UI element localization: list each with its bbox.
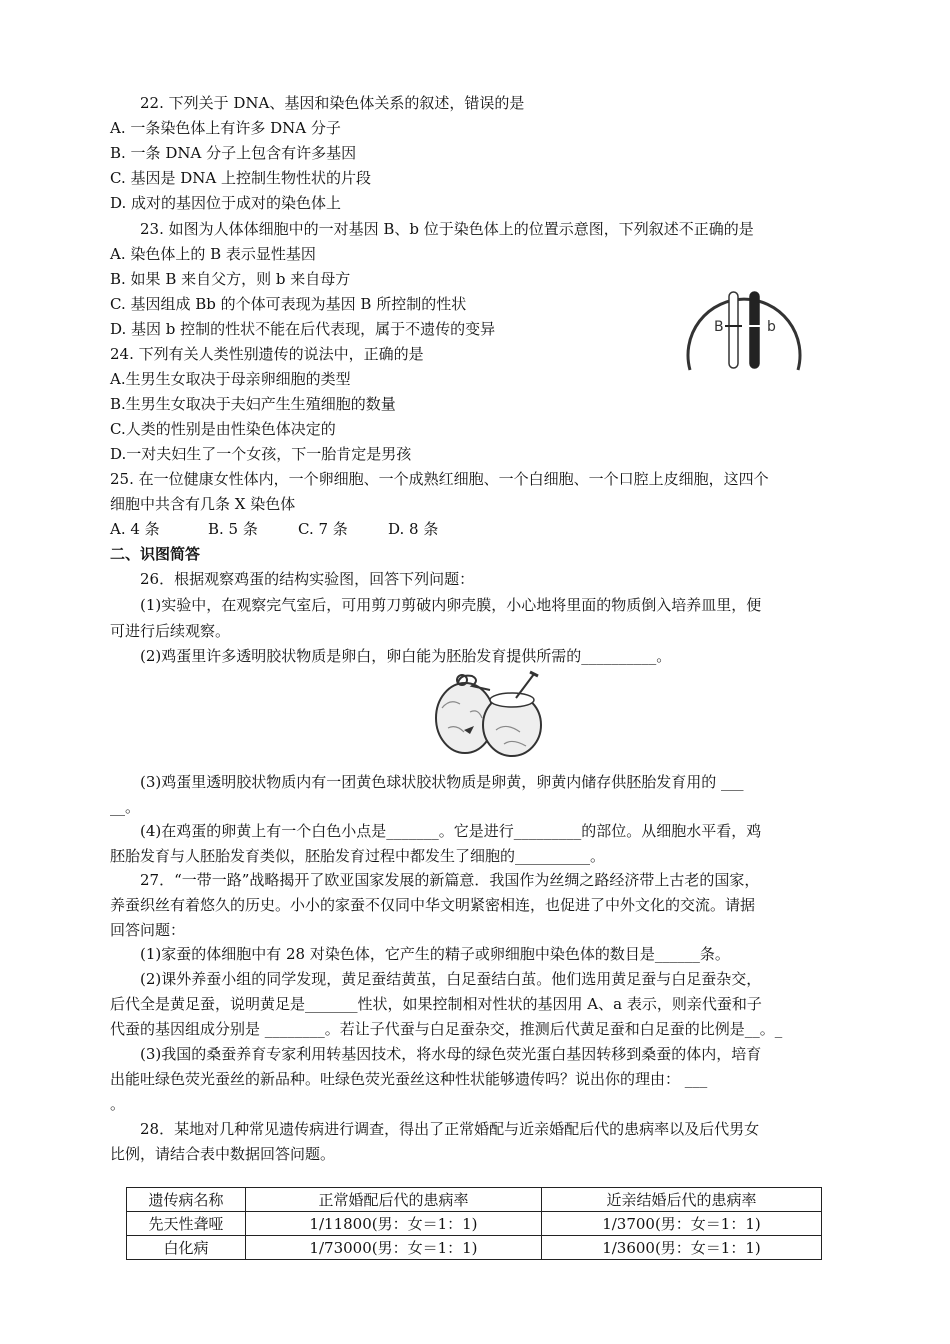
q26-part2: (2)鸡蛋里许多透明胶状物质是卵白，卵白能为胚胎发育提供所需的__________。 bbox=[140, 647, 672, 665]
q23-option-c: C. 基因组成 Bb 的个体可表现为基因 B 所控制的性状 bbox=[110, 295, 467, 313]
q24-option-b: B.生男生女取决于夫妇产生生殖细胞的数量 bbox=[110, 395, 396, 413]
q22-option-b: B. 一条 DNA 分子上包含有许多基因 bbox=[110, 144, 357, 162]
chromosome-pair-figure bbox=[684, 270, 804, 380]
q25-option-b: B. 5 条 bbox=[208, 520, 258, 538]
table-cell: 1/3600(男：女＝1：1) bbox=[541, 1236, 821, 1260]
q27-stem-line2: 养蚕织丝有着悠久的历史。小小的家蚕不仅同中华文明紧密相连，也促进了中外文化的交流。请据 bbox=[110, 896, 756, 914]
q25-options bbox=[110, 518, 438, 540]
q25-option-d: D. 8 条 bbox=[388, 520, 439, 538]
table-header-cell: 近亲结婚后代的患病率 bbox=[541, 1188, 821, 1212]
table-row bbox=[127, 1212, 822, 1236]
q25-stem-line1: 25. 在一位健康女性体内，一个卵细胞、一个成熟红细胞、一个白细胞、一个口腔上皮细胞，这四个 bbox=[110, 470, 769, 488]
q25-option-c: C. 7 条 bbox=[298, 520, 348, 538]
q24-option-d: D.一对夫妇生了一个女孩，下一胎肯定是男孩 bbox=[110, 445, 412, 463]
table-cell: 先天性聋哑 bbox=[127, 1212, 246, 1236]
q22-option-c: C. 基因是 DNA 上控制生物性状的片段 bbox=[110, 169, 371, 187]
table-header-cell: 遗传病名称 bbox=[127, 1188, 246, 1212]
q22-stem: 22. 下列关于 DNA、基因和染色体关系的叙述，错误的是 bbox=[140, 94, 525, 112]
chromosome-right bbox=[750, 292, 759, 368]
q23-option-b: B. 如果 B 来自父方，则 b 来自母方 bbox=[110, 270, 351, 288]
q26-part3-line2: __。 bbox=[110, 798, 141, 816]
q28-stem-line2: 比例，请结合表中数据回答问题。 bbox=[110, 1145, 336, 1163]
table-cell: 1/3700(男：女＝1：1) bbox=[541, 1212, 821, 1236]
q28-stem-line1: 28．某地对几种常见遗传病进行调查，得出了正常婚配与近亲婚配后代的患病率以及后代男女 bbox=[140, 1120, 760, 1138]
q27-part3-line1: (3)我国的桑蚕养育专家利用转基因技术，将水母的绿色荧光蛋白基因转移到桑蚕的体内，培育 bbox=[140, 1045, 762, 1063]
q25-stem-line2: 细胞中共含有几条 X 染色体 bbox=[110, 495, 296, 513]
table-cell: 1/11800(男：女＝1：1) bbox=[246, 1212, 542, 1236]
q26-part4-line2: 胚胎发育与人胚胎发育类似，胚胎发育过程中都发生了细胞的__________。 bbox=[110, 847, 606, 865]
q27-part2-line1: (2)课外养蚕小组的同学发现，黄足蚕结黄茧，白足蚕结白茧。他们选用黄足蚕与白足蚕杂交， bbox=[140, 970, 762, 988]
q27-stem-line3: 回答问题： bbox=[110, 921, 186, 939]
q26-part1-line2: 可进行后续观察。 bbox=[110, 622, 231, 640]
q22-option-a: A. 一条染色体上有许多 DNA 分子 bbox=[110, 119, 341, 137]
q26-stem: 26．根据观察鸡蛋的结构实验图，回答下列问题： bbox=[140, 570, 475, 588]
q27-part3-line2: 出能吐绿色荧光蚕丝的新品种。吐绿色荧光蚕丝这种性状能够遗传吗？说出你的理由： ___ bbox=[110, 1070, 708, 1088]
table-header-row bbox=[127, 1188, 822, 1212]
gene-label-b: b bbox=[767, 319, 776, 335]
table-cell: 1/73000(男：女＝1：1) bbox=[246, 1236, 542, 1260]
q24-option-a: A.生男生女取决于母亲卵细胞的类型 bbox=[110, 370, 351, 388]
q27-part2-line3: 代蚕的基因组成分别是 ________。若让子代蚕与白足蚕杂交，推测后代黄足蚕和白足蚕的比例是__。_ bbox=[110, 1020, 783, 1038]
section-title: 二、识图简答 bbox=[110, 545, 201, 563]
q23-option-d: D. 基因 b 控制的性状不能在后代表现，属于不遗传的变异 bbox=[110, 320, 496, 338]
q23-stem: 23. 如图为人体体细胞中的一对基因 B、b 位于染色体上的位置示意图，下列叙述不正确的是 bbox=[140, 220, 754, 238]
q23-option-a: A. 染色体上的 B 表示显性基因 bbox=[110, 245, 316, 263]
q26-part4-line1: (4)在鸡蛋的卵黄上有一个白色小点是_______。它是进行_________的部位。从细胞水平看，鸡 bbox=[140, 822, 762, 840]
egg-experiment-figure bbox=[430, 668, 550, 760]
q25-option-a: A. 4 条 bbox=[110, 520, 160, 538]
q27-part3-line3: 。 bbox=[110, 1095, 126, 1113]
disease-rate-table bbox=[126, 1187, 822, 1260]
q24-stem: 24. 下列有关人类性别遗传的说法中，正确的是 bbox=[110, 345, 424, 363]
table-cell: 白化病 bbox=[127, 1236, 246, 1260]
q24-option-c: C.人类的性别是由性染色体决定的 bbox=[110, 420, 336, 438]
table-row bbox=[127, 1236, 822, 1260]
q27-part2-line2: 后代全是黄足蚕，说明黄足是_______性状，如果控制相对性状的基因用 A、a 表示，则亲代蚕和子 bbox=[110, 995, 762, 1013]
q27-part1: (1)家蚕的体细胞中有 28 对染色体，它产生的精子或卵细胞中染色体的数目是______条。 bbox=[140, 945, 730, 963]
gene-label-B: B bbox=[714, 319, 724, 335]
q27-stem-line1: 27．“一带一路”战略揭开了欧亚国家发展的新篇意．我国作为丝绸之路经济带上古老的国家， bbox=[140, 871, 760, 889]
q26-part3-line1: (3)鸡蛋里透明胶状物质内有一团黄色球状胶状物质是卵黄，卵黄内储存供胚胎发育用的 ___ bbox=[140, 773, 744, 791]
q22-option-d: D. 成对的基因位于成对的染色体上 bbox=[110, 194, 342, 212]
chromosome-left bbox=[729, 292, 738, 368]
q26-part1-line1: (1)实验中，在观察完气室后，可用剪刀剪破内卵壳膜，小心地将里面的物质倒入培养皿里，便 bbox=[140, 596, 762, 614]
table-header-cell: 正常婚配后代的患病率 bbox=[246, 1188, 542, 1212]
